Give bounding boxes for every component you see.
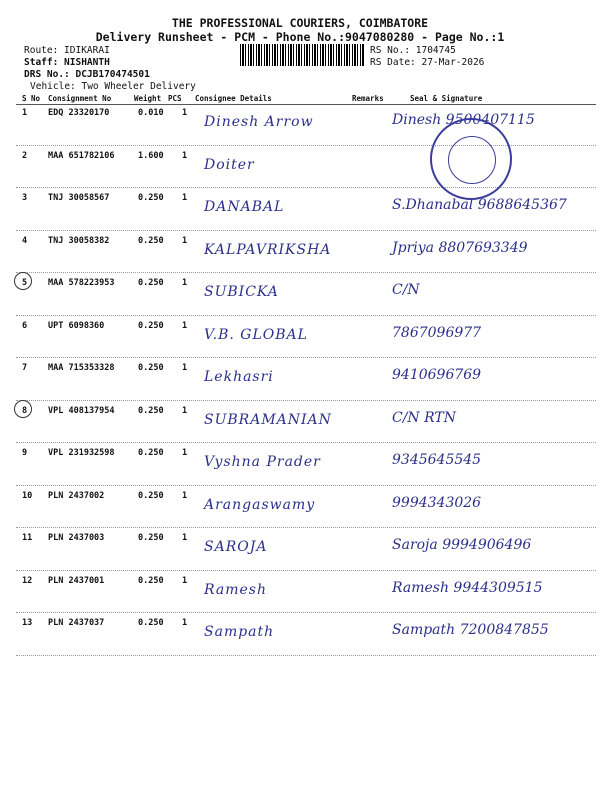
row-sno: 1 bbox=[22, 108, 28, 118]
row-signature-handwritten: C/N bbox=[392, 282, 420, 298]
row-weight: 0.250 bbox=[138, 320, 164, 331]
row-divider bbox=[16, 570, 596, 571]
col-consignee: Consignee Details bbox=[195, 94, 272, 103]
barcode bbox=[240, 44, 364, 66]
row-pcs: 1 bbox=[182, 108, 188, 118]
row-consignee-handwritten: Dinesh Arrow bbox=[204, 114, 314, 130]
row-consignee-handwritten: Arangaswamy bbox=[204, 496, 316, 513]
row-divider bbox=[16, 315, 596, 316]
row-signature-handwritten: Saroja 9994906496 bbox=[392, 537, 532, 553]
row-pcs: 1 bbox=[182, 490, 188, 501]
row-sno: 4 bbox=[22, 235, 28, 246]
row-signature-handwritten: Dinesh 9500407115 bbox=[392, 112, 535, 128]
row-5-circle-mark bbox=[14, 272, 32, 290]
row-signature-handwritten: 9345645545 bbox=[392, 452, 482, 468]
row-divider bbox=[16, 485, 596, 486]
row-weight: 0.250 bbox=[138, 618, 164, 628]
row-signature-handwritten: Jpriya 8807693349 bbox=[392, 239, 528, 256]
row-consignment-no: TNJ 30058382 bbox=[48, 235, 110, 246]
row-pcs: 1 bbox=[182, 320, 188, 331]
row-divider bbox=[16, 655, 596, 656]
security-seal bbox=[430, 118, 512, 200]
row-pcs: 1 bbox=[182, 150, 188, 161]
row-weight: 0.250 bbox=[138, 363, 164, 373]
row-weight: 0.250 bbox=[138, 193, 164, 203]
row-weight: 0.250 bbox=[138, 235, 164, 246]
row-divider bbox=[16, 230, 596, 231]
row-consignment-no: MAA 578223953 bbox=[48, 278, 115, 288]
runsheet-subtitle: Delivery Runsheet - PCM - Phone No.:9047080280 - Page No.:1 bbox=[95, 30, 505, 44]
row-consignment-no: PLN 2437003 bbox=[48, 533, 105, 543]
row-pcs: 1 bbox=[182, 618, 188, 628]
company-title: THE PROFESSIONAL COURIERS, COIMBATORE bbox=[171, 16, 429, 30]
col-weight: Weight bbox=[134, 94, 162, 103]
rs-date: RS Date: 27-Mar-2026 bbox=[370, 57, 485, 68]
row-sno: 12 bbox=[22, 575, 33, 586]
row-consignment-no: MAA 651782106 bbox=[48, 150, 115, 161]
row-weight: 0.250 bbox=[138, 575, 164, 586]
row-consignment-no: VPL 408137954 bbox=[48, 405, 115, 416]
row-sno: 9 bbox=[22, 448, 28, 458]
row-consignment-no: PLN 2437002 bbox=[48, 490, 105, 501]
row-consignee-handwritten: Vyshna Prader bbox=[204, 454, 321, 470]
row-divider bbox=[16, 357, 596, 358]
row-pcs: 1 bbox=[182, 405, 188, 416]
row-pcs: 1 bbox=[182, 448, 188, 458]
row-signature-handwritten: S.Dhanabal 9688645367 bbox=[392, 197, 567, 213]
row-weight: 0.250 bbox=[138, 490, 164, 501]
row-weight: 1.600 bbox=[138, 150, 164, 161]
row-consignment-no: UPT 6098360 bbox=[48, 320, 105, 331]
drs-number: DRS No.: DCJB170474501 bbox=[24, 69, 150, 80]
row-sno: 10 bbox=[22, 490, 33, 501]
col-pcs: PCS bbox=[168, 94, 182, 103]
row-weight: 0.250 bbox=[138, 278, 164, 288]
row-consignee-handwritten: Sampath bbox=[204, 624, 275, 640]
row-consignment-no: VPL 231932598 bbox=[48, 448, 115, 458]
row-signature-handwritten: 7867096977 bbox=[392, 324, 482, 341]
row-pcs: 1 bbox=[182, 533, 188, 543]
row-pcs: 1 bbox=[182, 278, 188, 288]
row-sno: 8 bbox=[22, 405, 28, 416]
col-consignment: Consignment No bbox=[48, 94, 112, 103]
header-rule bbox=[16, 104, 596, 105]
rs-number: RS No.: 1704745 bbox=[370, 45, 456, 56]
row-sno: 13 bbox=[22, 618, 33, 628]
row-weight: 0.250 bbox=[138, 448, 164, 458]
row-consignee-handwritten: KALPAVRIKSHA bbox=[204, 241, 332, 258]
row-weight: 0.010 bbox=[138, 108, 164, 118]
row-consignee-handwritten: SUBRAMANIAN bbox=[204, 411, 332, 428]
row-consignment-no: TNJ 30058567 bbox=[48, 193, 110, 203]
col-remarks: Remarks bbox=[352, 94, 384, 103]
row-signature-handwritten: 9410696769 bbox=[392, 367, 482, 383]
row-weight: 0.250 bbox=[138, 405, 164, 416]
row-consignment-no: PLN 2437001 bbox=[48, 575, 105, 586]
row-consignee-handwritten: SAROJA bbox=[204, 539, 268, 555]
row-divider bbox=[16, 442, 596, 443]
row-pcs: 1 bbox=[182, 193, 188, 203]
row-divider bbox=[16, 187, 596, 188]
row-consignment-no: EDQ 23320170 bbox=[48, 108, 110, 118]
row-sno: 11 bbox=[22, 533, 33, 543]
row-signature-handwritten: Sampath 7200847855 bbox=[392, 622, 549, 638]
row-consignee-handwritten: SUBICKA bbox=[204, 284, 279, 300]
row-signature-handwritten: C/N RTN bbox=[392, 409, 457, 426]
row-divider bbox=[16, 612, 596, 613]
row-signature-handwritten: 9994343026 bbox=[392, 494, 482, 511]
row-consignee-handwritten: Lekhasri bbox=[204, 369, 274, 385]
row-divider bbox=[16, 272, 596, 273]
row-sno: 7 bbox=[22, 363, 28, 373]
staff: Staff: NISHANTH bbox=[24, 57, 110, 68]
vehicle: Vehicle: Two Wheeler Delivery bbox=[30, 81, 196, 92]
row-sno: 5 bbox=[22, 278, 28, 288]
row-consignee-handwritten: V.B. GLOBAL bbox=[204, 326, 308, 343]
row-consignee-handwritten: DANABAL bbox=[204, 199, 285, 215]
row-consignee-handwritten: Doiter bbox=[204, 156, 255, 173]
row-sno: 3 bbox=[22, 193, 28, 203]
row-sno: 6 bbox=[22, 320, 28, 331]
row-pcs: 1 bbox=[182, 235, 188, 246]
route: Route: IDIKARAI bbox=[24, 45, 110, 56]
row-signature-handwritten: Ramesh 9944309515 bbox=[392, 579, 543, 596]
row-consignment-no: MAA 715353328 bbox=[48, 363, 115, 373]
col-seal-signature: Seal & Signature bbox=[410, 94, 483, 103]
row-divider bbox=[16, 527, 596, 528]
row-divider bbox=[16, 400, 596, 401]
row-pcs: 1 bbox=[182, 363, 188, 373]
row-consignment-no: PLN 2437037 bbox=[48, 618, 105, 628]
row-consignee-handwritten: Ramesh bbox=[204, 581, 267, 598]
row-pcs: 1 bbox=[182, 575, 188, 586]
row-8-circle-mark bbox=[14, 400, 32, 418]
row-sno: 2 bbox=[22, 150, 28, 161]
col-sno: S No bbox=[22, 94, 41, 103]
row-weight: 0.250 bbox=[138, 533, 164, 543]
